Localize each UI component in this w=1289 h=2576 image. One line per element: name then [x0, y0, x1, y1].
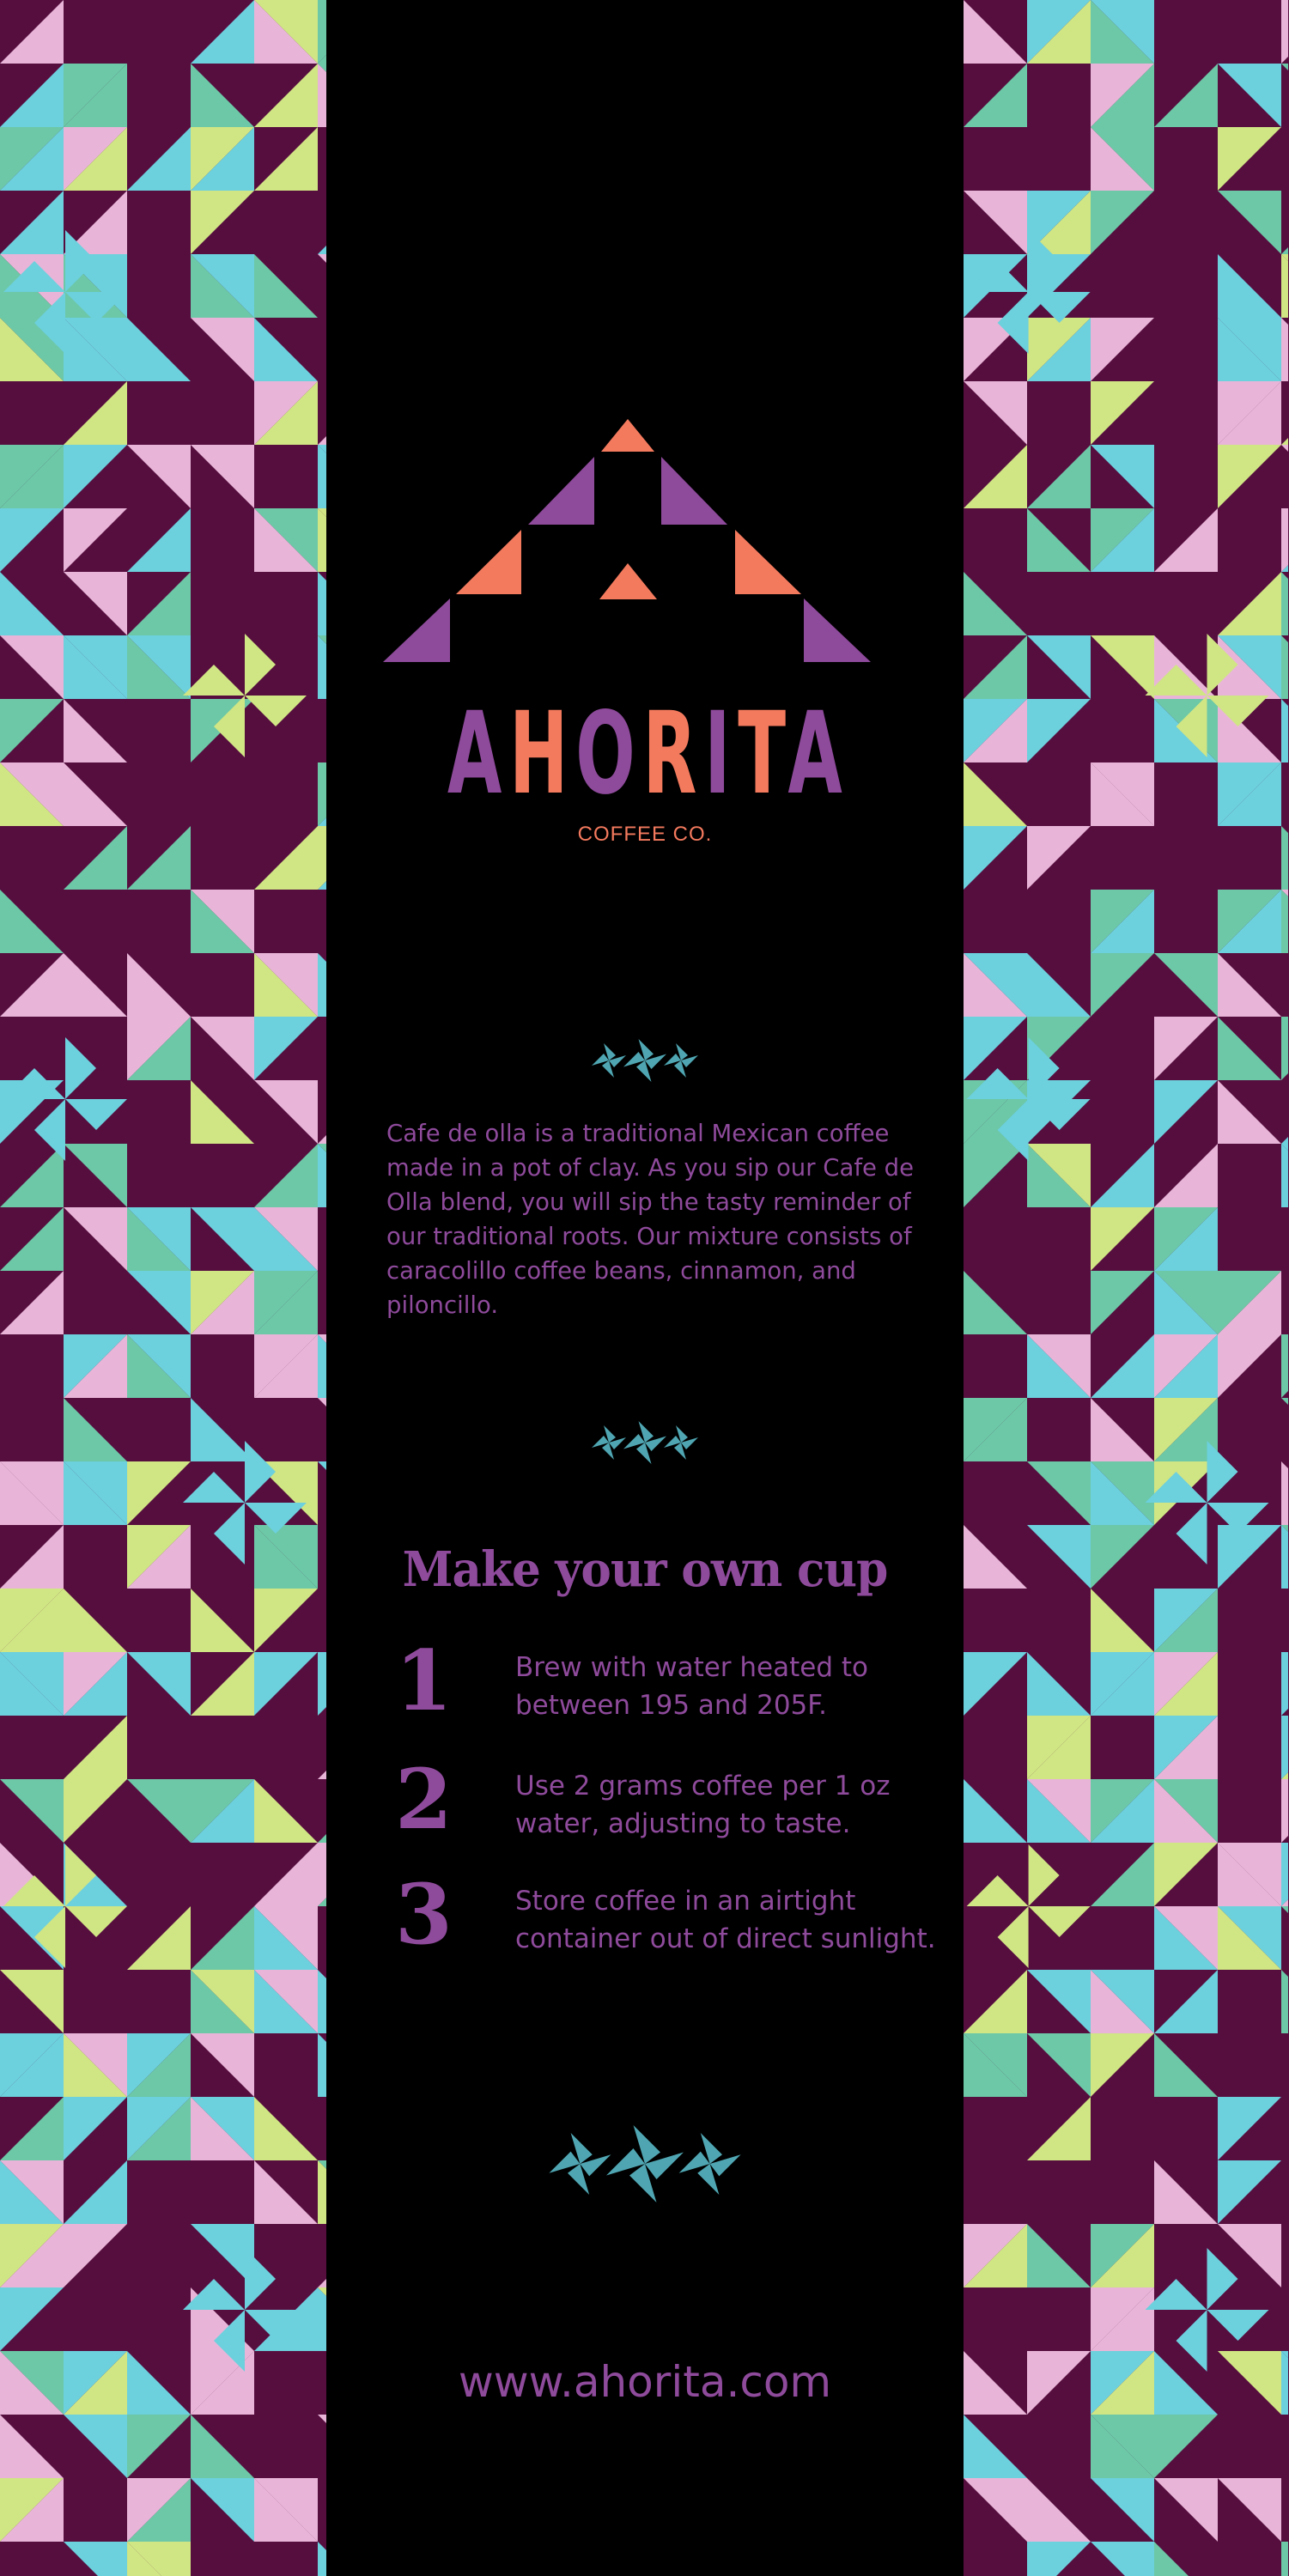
pattern-triangle [1281, 2542, 1288, 2576]
pattern-triangle [1281, 1017, 1288, 1080]
brand-letter: H [509, 688, 576, 820]
pattern-triangle [1281, 0, 1288, 64]
pattern-triangle [318, 1652, 326, 1716]
pinwheel-divider-icon [549, 2125, 740, 2202]
pattern-triangle [1281, 508, 1288, 572]
pattern-triangle [1281, 1144, 1288, 1207]
decorative-pattern-left [0, 0, 326, 2576]
pattern-triangle [1281, 1970, 1288, 2033]
brand-letter: R [642, 688, 705, 820]
pattern-triangle [1281, 1652, 1288, 1716]
step-text: Use 2 grams coffee per 1 oz water, adjusting to taste. [515, 1771, 891, 1839]
step-text: Store coffee in an airtight container out of direct sunlight. [515, 1886, 936, 1954]
brand-tagline: COFFEE CO. [577, 823, 713, 846]
pattern-triangle [318, 2287, 326, 2351]
brand-letter: A [787, 688, 850, 820]
pinwheel-blade-group [679, 2133, 741, 2195]
step-number: 2 [395, 1751, 453, 1848]
pattern-triangle [1281, 826, 1288, 890]
pattern-triangle [1281, 1779, 1288, 1843]
pinwheel-blade-group [623, 1039, 666, 1082]
pattern-triangle [318, 1843, 326, 1906]
pinwheel-divider-icon [592, 1421, 698, 1464]
brand-name [447, 688, 850, 820]
pinwheel-blade-group [606, 2125, 684, 2202]
pattern-triangle [318, 762, 326, 826]
pattern-triangle [1281, 1525, 1288, 1589]
logo-triangle [599, 563, 657, 599]
brand-letter: A [447, 688, 510, 820]
pinwheel-blade-group [549, 2133, 611, 2195]
pinwheel-blade-group [592, 1425, 626, 1460]
pattern-triangle [1281, 890, 1288, 953]
pinwheel-divider-icon [592, 1039, 698, 1082]
triangle-step-logo-icon [383, 419, 871, 662]
step-number: 1 [395, 1632, 453, 1729]
brand-letter: I [704, 688, 739, 820]
logo-triangle [456, 530, 521, 594]
logo-triangle [601, 419, 654, 452]
pattern-triangle [318, 953, 326, 1017]
pinwheel-blade-group [664, 1043, 698, 1078]
pattern-triangle [318, 2033, 326, 2097]
pattern-triangle [318, 508, 326, 572]
pattern-triangle [1281, 572, 1288, 635]
pattern-triangle [318, 826, 326, 890]
step-text: Brew with water heated to between 195 and 205F. [515, 1652, 869, 1721]
pattern-triangle [1281, 1716, 1288, 1779]
pattern-triangle [318, 64, 326, 127]
logo-triangle [735, 530, 801, 594]
pattern-triangle [1281, 1334, 1288, 1398]
steps-heading: Make your own cup [402, 1541, 888, 1598]
pattern-triangle [1281, 254, 1288, 318]
pinwheel-blade-group [623, 1421, 666, 1464]
pattern-triangle [1281, 318, 1288, 381]
pattern-triangle [318, 445, 326, 508]
pattern-triangle [1281, 635, 1288, 699]
label-panel [326, 0, 964, 2576]
pattern-triangle [318, 0, 326, 64]
pattern-triangle [1281, 699, 1288, 762]
pattern-triangle [318, 1334, 326, 1398]
pattern-triangle [1281, 1461, 1288, 1525]
logo-triangle [383, 598, 450, 662]
product-description: Cafe de olla is a traditional Mexican coffee made in a pot of clay. As you sip our Cafe de Olla blend, you will sip the tasty reminder of our traditional roots. Our mixture consists of caracolillo coffee beans, cinnamon, and piloncillo. [386, 1120, 915, 1319]
pattern-triangle [1281, 1843, 1288, 1906]
brand-letter: O [575, 688, 643, 820]
logo-triangle [528, 457, 594, 525]
logo-triangle [661, 457, 727, 525]
pattern-triangle [318, 1970, 326, 2033]
step-number: 3 [395, 1866, 453, 1963]
pattern-triangle [318, 2160, 326, 2224]
pinwheel-blade-group [592, 1043, 626, 1078]
pinwheel-blade-group [664, 1425, 698, 1460]
pattern-triangle [318, 635, 326, 699]
brand-letter: T [738, 688, 788, 820]
pattern-triangle [1281, 2351, 1288, 2415]
decorative-pattern-right [964, 0, 1288, 2576]
website-link[interactable]: www.ahorita.com [458, 2357, 832, 2407]
pattern-triangle [318, 572, 326, 635]
pattern-triangle [318, 1144, 326, 1207]
logo-triangle [804, 598, 871, 662]
